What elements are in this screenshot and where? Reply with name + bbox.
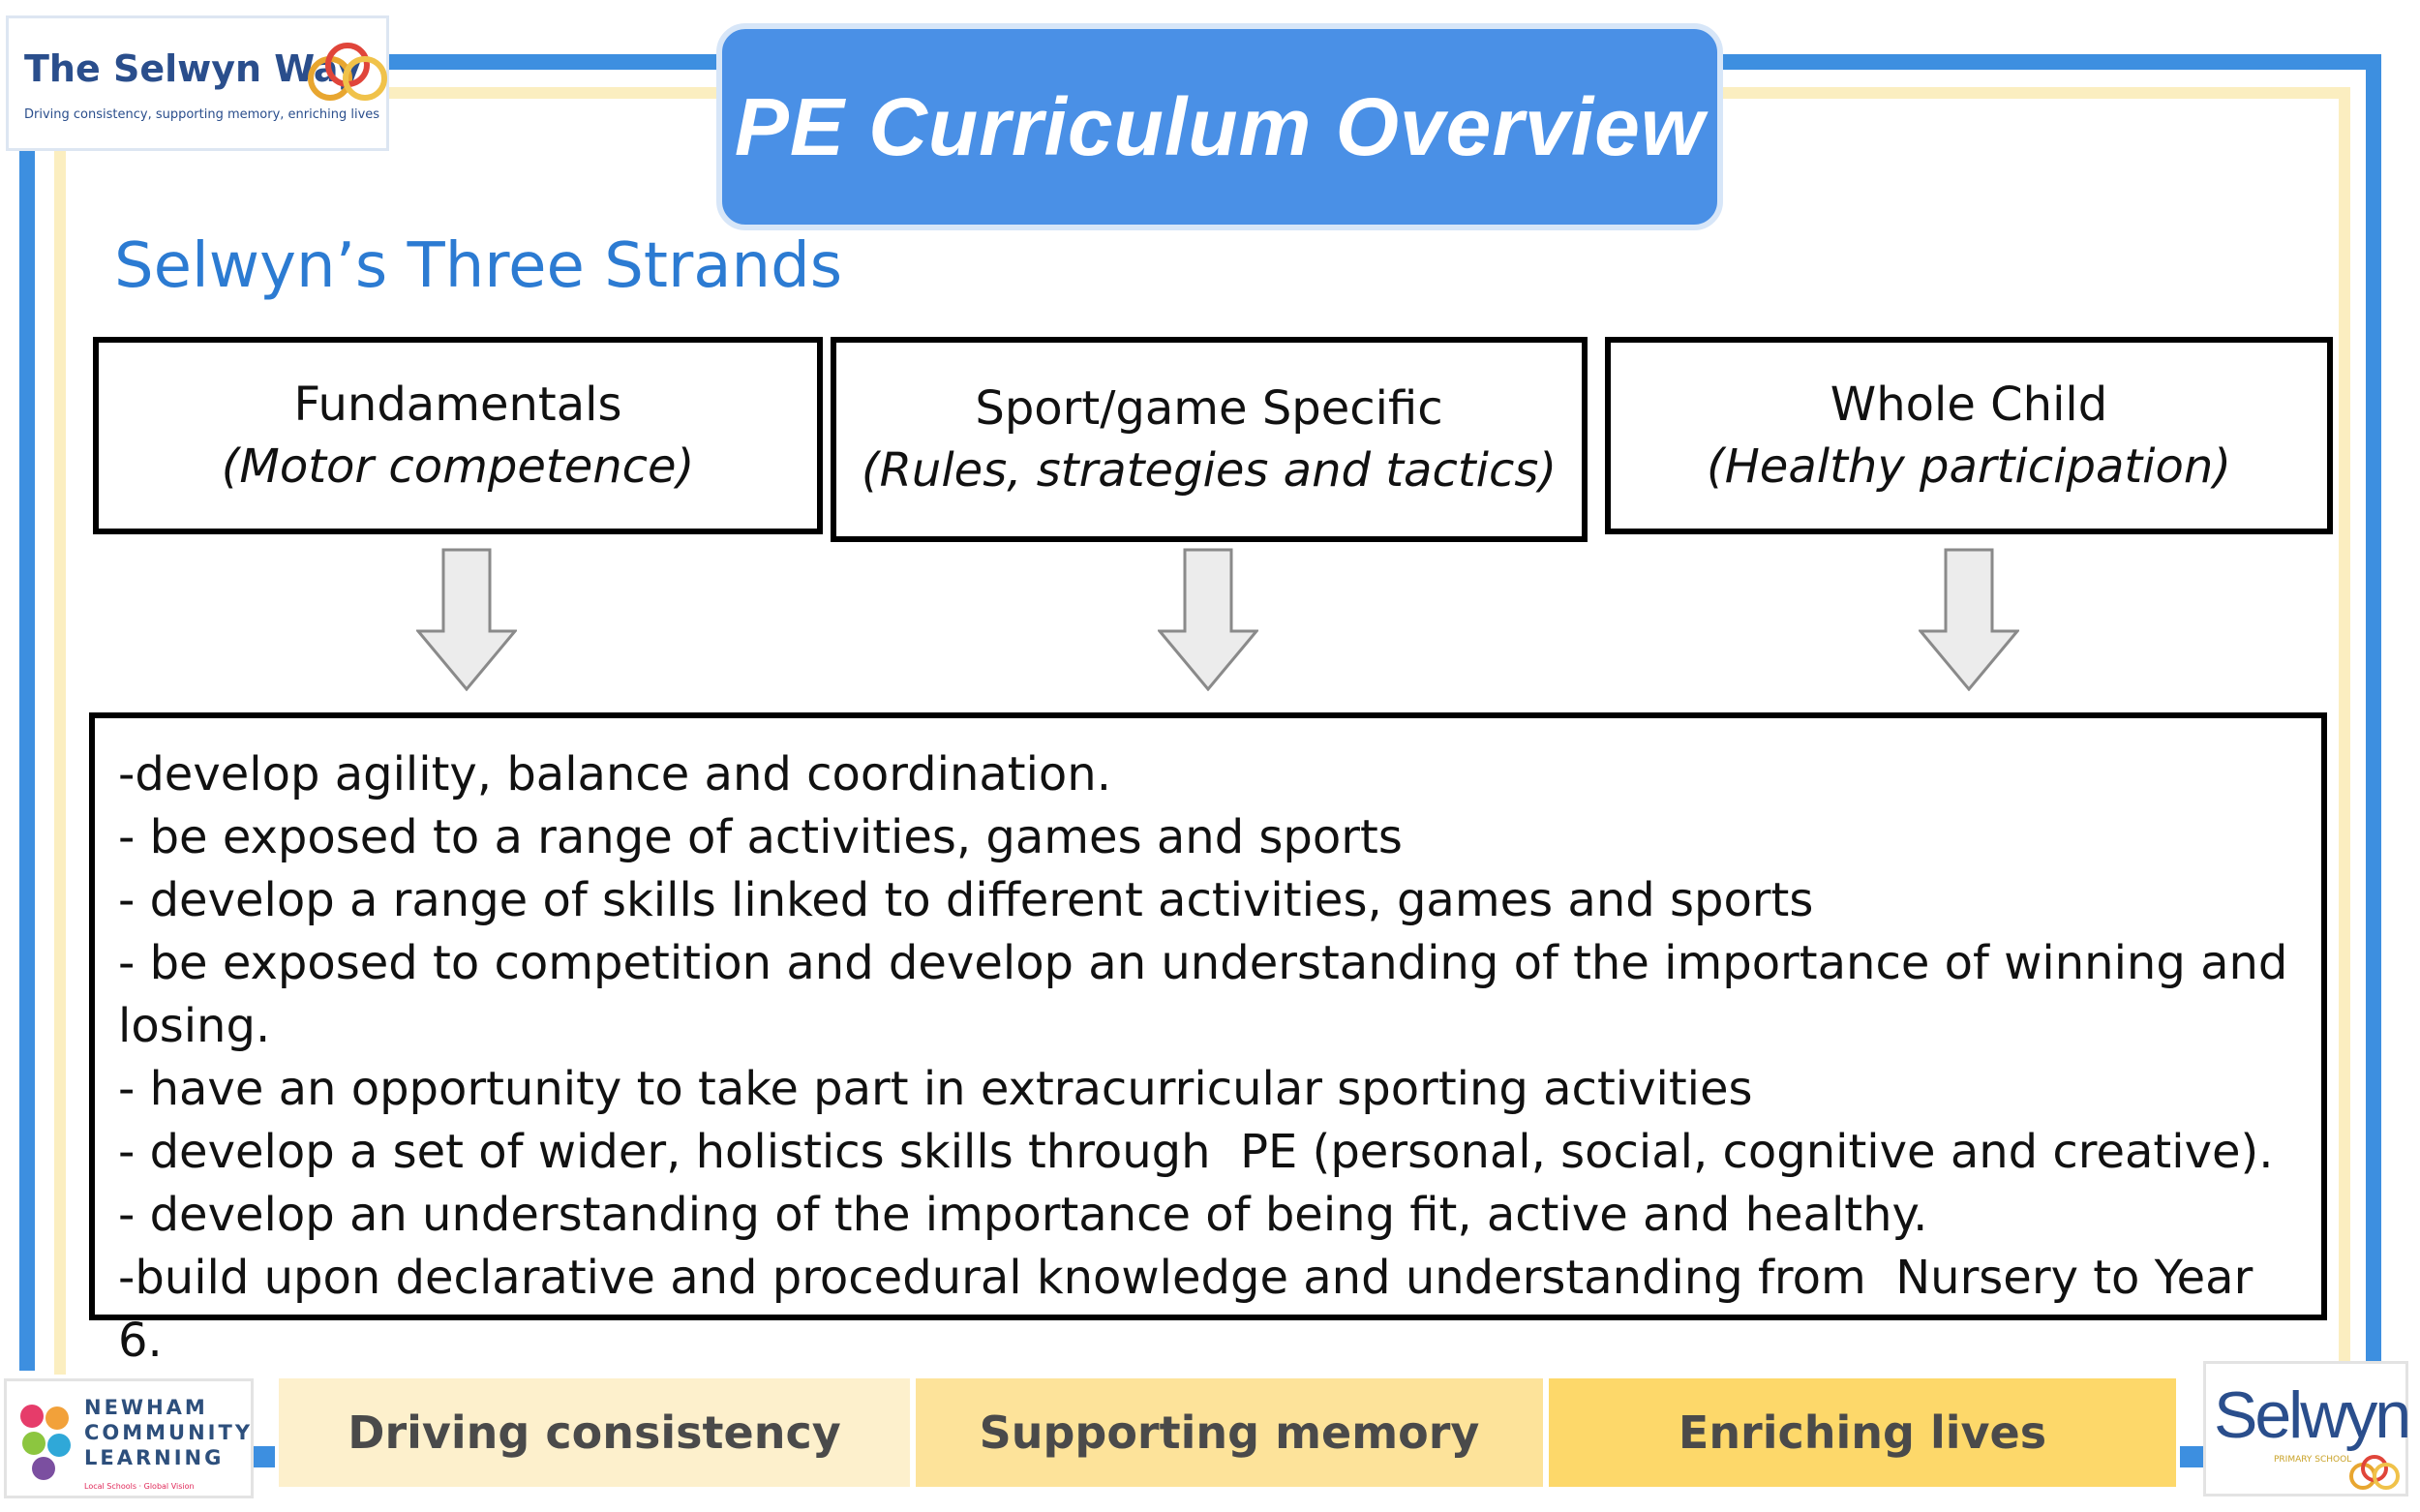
outcome-item: - be exposed to a range of activities, games and sports bbox=[118, 810, 1403, 864]
down-arrow-icon bbox=[416, 548, 517, 691]
logo-title: The Selwyn Way bbox=[24, 47, 362, 90]
selwyn-school-logo bbox=[2203, 1361, 2408, 1497]
value-band-enriching: Enriching lives bbox=[1549, 1378, 2176, 1487]
down-arrow-icon bbox=[1919, 548, 2019, 691]
title-banner bbox=[716, 23, 1723, 230]
strand-subtitle: (Healthy participation) bbox=[1706, 439, 2232, 494]
rings-icon bbox=[2347, 1453, 2402, 1494]
value-band-driving: Driving consistency bbox=[279, 1378, 910, 1487]
strand-name: Sport/game Specific bbox=[975, 381, 1443, 436]
outcome-item: - develop a set of wider, holistics skills through PE (personal, social, cognitive and creative). bbox=[118, 1125, 2274, 1179]
strand-name: Fundamentals bbox=[293, 378, 622, 432]
outcomes-box bbox=[89, 712, 2327, 1368]
footer-accent bbox=[254, 1446, 275, 1467]
outcome-item: - develop an understanding of the importance of being fit, active and healthy. bbox=[118, 1188, 1928, 1242]
strand-subtitle: (Rules, strategies and tactics) bbox=[861, 443, 1558, 498]
rings-icon bbox=[305, 40, 390, 107]
strand-box-fundamentals bbox=[93, 337, 823, 534]
outcome-item: - develop a range of skills linked to different activities, games and sports bbox=[118, 873, 1814, 927]
ncl-logo-text: NEWHAM COMMUNITY LEARNING bbox=[84, 1396, 254, 1469]
page-title: PE Curriculum Overview bbox=[734, 80, 1706, 172]
strand-name: Whole Child bbox=[1830, 378, 2108, 432]
strand-box-whole-child bbox=[1605, 337, 2333, 534]
selwyn-logo-text: Selwyn bbox=[2214, 1378, 2409, 1452]
strand-box-sport-game-specific bbox=[831, 337, 1588, 542]
value-band-supporting: Supporting memory bbox=[916, 1378, 1543, 1487]
footer-accent bbox=[2180, 1446, 2203, 1467]
selwyn-way-logo bbox=[6, 15, 389, 151]
outcome-item: - have an opportunity to take part in extracurricular sporting activities bbox=[118, 1062, 1753, 1116]
outcome-item: -develop agility, balance and coordination. bbox=[118, 747, 1111, 801]
logo-tagline: Driving consistency, supporting memory, enriching lives bbox=[24, 107, 380, 122]
down-arrow-icon bbox=[1158, 548, 1258, 691]
ncl-emblem-icon bbox=[15, 1401, 78, 1482]
newham-community-learning-logo bbox=[4, 1378, 254, 1498]
strand-subtitle: (Motor competence) bbox=[221, 439, 695, 494]
ncl-logo-tagline: Local Schools · Global Vision bbox=[84, 1482, 195, 1491]
outcome-item: - be exposed to competition and develop an understanding of the importance of winning and losing. bbox=[118, 936, 2303, 1053]
section-heading: Selwyn’s Three Strands bbox=[114, 230, 843, 302]
outcome-item: -build upon declarative and procedural knowledge and understanding from Nursery to Year 6. bbox=[118, 1251, 2268, 1368]
selwyn-logo-sub: PRIMARY SCHOOL bbox=[2274, 1455, 2352, 1465]
